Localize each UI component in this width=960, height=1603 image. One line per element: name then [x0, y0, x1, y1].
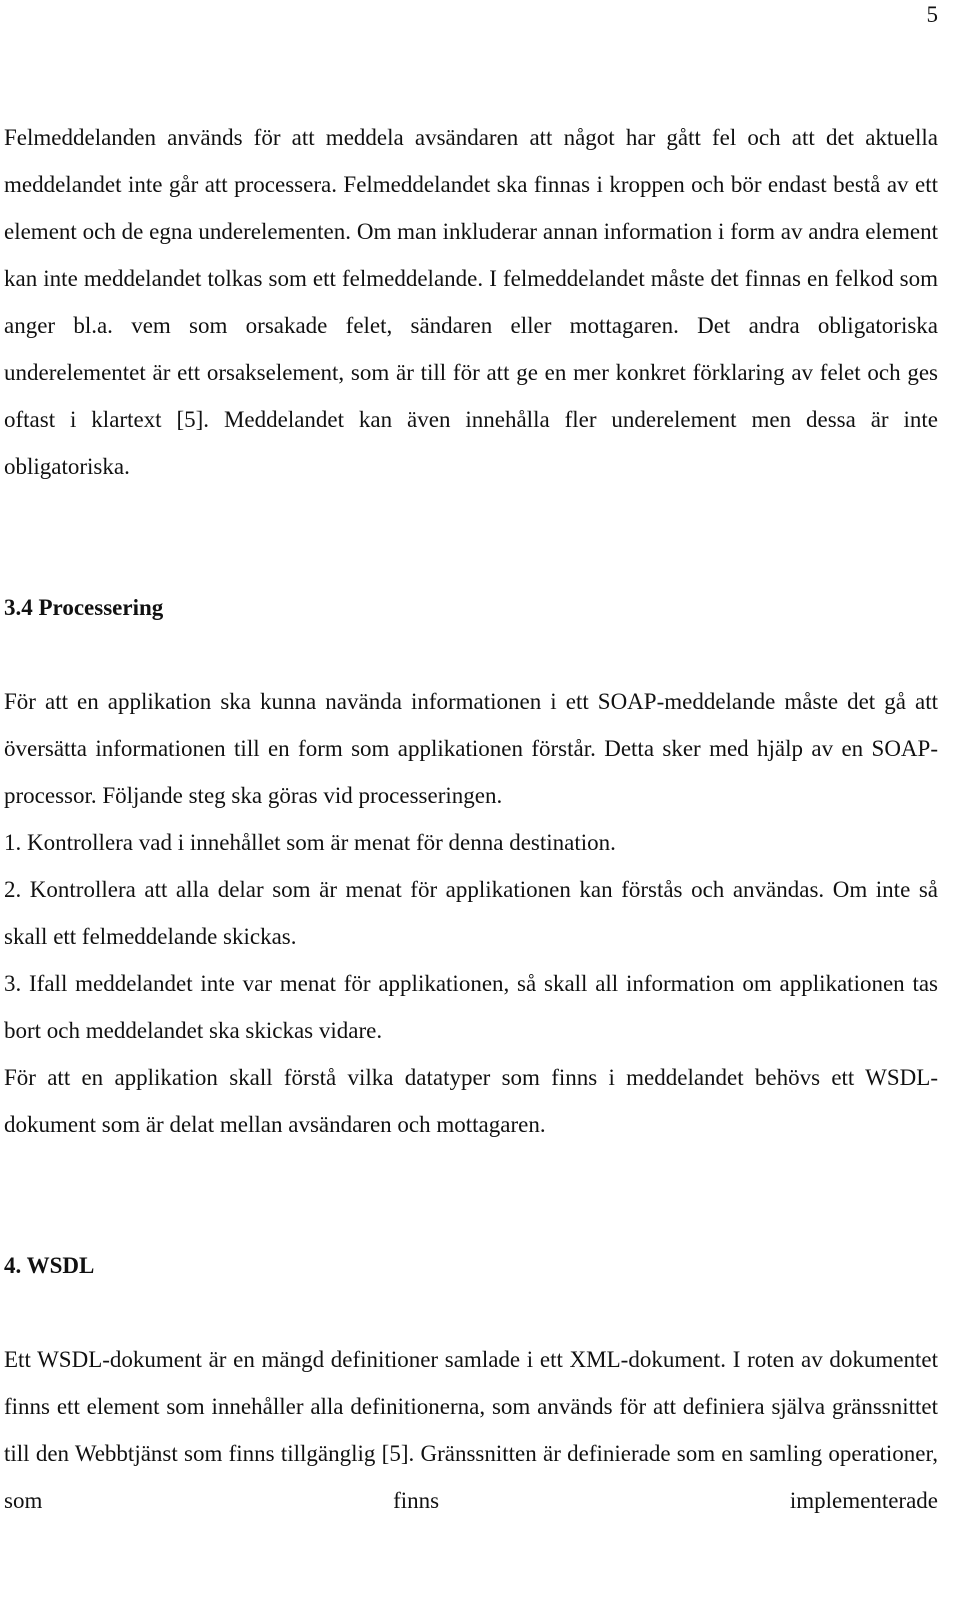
section-heading-wsdl: 4. WSDL [4, 1253, 95, 1278]
paragraph-processering-intro: För att en applikation ska kunna navända informationen i ett SOAP-meddelande måste det gå att översätta informationen till en form som applikationen förstår. Detta sker med hjälp av en SOAP-processor. Följande steg ska göras vid processeringen. [4, 689, 938, 808]
paragraph-wsdl: Ett WSDL-dokument är en mängd definitioner samlade i ett XML-dokument. I roten av dokumentet finns ett element som innehåller alla definitionerna, som används för att definiera själva gränssnittet till den Webbtjänst som finns tillgänglig [5]. Gränssnitten är definierade som en samling operationer, som finns implementerade [4, 1347, 938, 1513]
document-body [4, 114, 938, 1524]
list-item-step-2: 2. Kontrollera att alla delar som är menat för applikationen kan förstås och användas. Om inte så skall ett felmeddelande skickas. [4, 877, 938, 949]
section-heading-processering: 3.4 Processering [4, 595, 164, 620]
list-item-step-1: 1. Kontrollera vad i innehållet som är menat för denna destination. [4, 830, 616, 855]
page-number: 5 [926, 2, 938, 27]
list-item-step-3: 3. Ifall meddelandet inte var menat för applikationen, så skall all information om applikationen tas bort och meddelandet ska skickas vidare. [4, 971, 938, 1043]
paragraph-processering-closing: För att en applikation skall förstå vilka datatyper som finns i meddelandet behövs ett WSDL-dokument som är delat mellan avsändaren och mottagaren. [4, 1065, 938, 1137]
paragraph-felmeddelanden: Felmeddelanden används för att meddela avsändaren att något har gått fel och att det aktuella meddelandet inte går att processera. Felmeddelandet ska finnas i kroppen och bör endast bestå av ett element och de egna underelementen. Om man inkluderar annan information i form av andra element kan inte meddelandet tolkas som ett felmeddelande. I felmeddelandet måste det finnas en felkod som anger bl.a. vem som orsakade felet, sändaren eller mottagaren. Det andra obligatoriska underelementet är ett orsakselement, som är till för att ge en mer konkret förklaring av felet och ges oftast i klartext [5]. Meddelandet kan även innehålla fler underelement men dessa är inte obligatoriska. [4, 125, 938, 479]
